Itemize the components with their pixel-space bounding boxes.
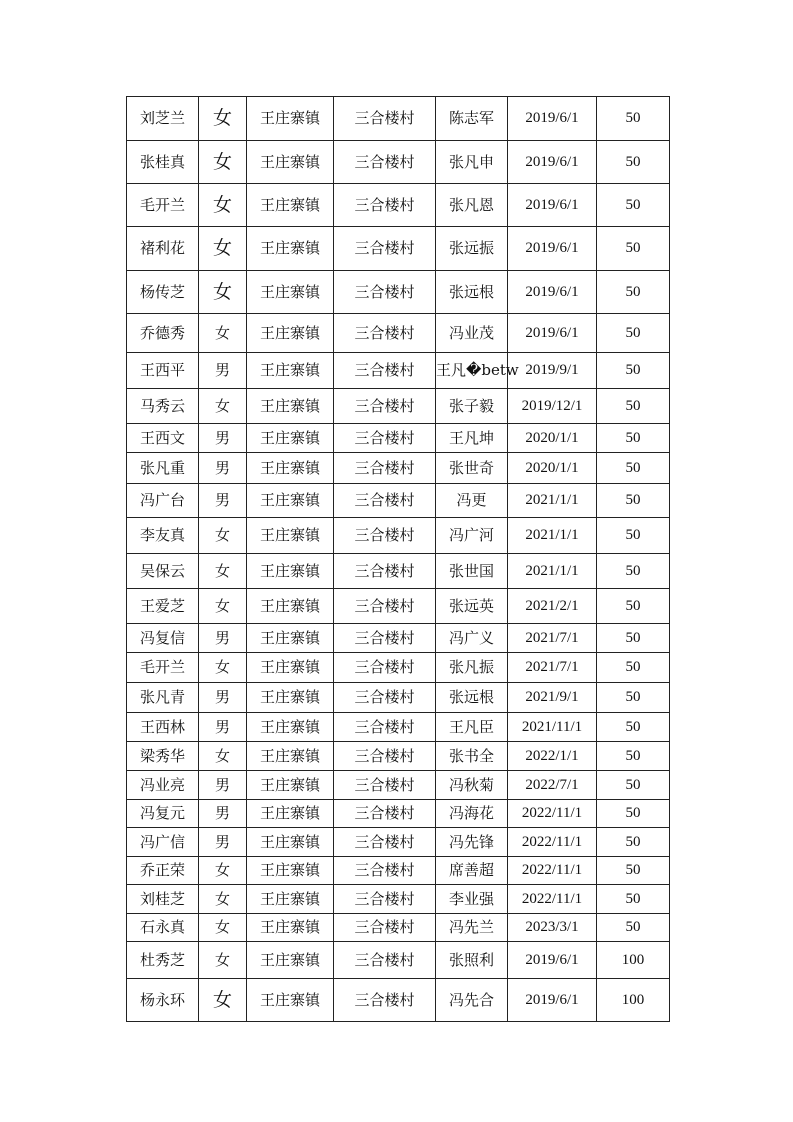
village-cell: 三合楼村	[334, 389, 436, 424]
date-cell: 2022/11/1	[508, 800, 597, 828]
gender-cell: 男	[199, 683, 247, 713]
person-name: 刘芝兰	[127, 97, 199, 141]
person-name: 杨传芝	[127, 271, 199, 314]
gender-cell: 女	[199, 518, 247, 554]
person-name: 乔德秀	[127, 314, 199, 353]
amount-cell: 50	[597, 314, 670, 353]
table-row	[127, 713, 670, 742]
roster-table	[126, 96, 670, 1022]
amount-cell: 50	[597, 518, 670, 554]
table-row	[127, 353, 670, 389]
gender-cell: 女	[199, 389, 247, 424]
roster-body	[127, 97, 670, 1022]
village-cell: 三合楼村	[334, 271, 436, 314]
village-cell: 三合楼村	[334, 914, 436, 942]
relative-name: 陈志军	[436, 97, 508, 141]
relative-name: 张远英	[436, 589, 508, 624]
relative-name: 冯广义	[436, 624, 508, 653]
relative-name: 张凡申	[436, 141, 508, 184]
village-cell: 三合楼村	[334, 314, 436, 353]
amount-cell: 50	[597, 800, 670, 828]
person-name: 王西文	[127, 424, 199, 453]
village-cell: 三合楼村	[334, 771, 436, 800]
person-name: 冯复信	[127, 624, 199, 653]
gender-cell: 女	[199, 554, 247, 589]
village-cell: 三合楼村	[334, 424, 436, 453]
relative-name: 张远振	[436, 227, 508, 271]
relative-name: 张凡振	[436, 653, 508, 683]
relative-name: 张世国	[436, 554, 508, 589]
person-name: 张凡重	[127, 453, 199, 484]
amount-cell: 50	[597, 141, 670, 184]
date-cell: 2019/6/1	[508, 271, 597, 314]
relative-name: 冯业茂	[436, 314, 508, 353]
amount-cell: 100	[597, 979, 670, 1022]
table-row	[127, 484, 670, 518]
relative-name: 冯广河	[436, 518, 508, 554]
table-row	[127, 184, 670, 227]
gender-cell: 女	[199, 885, 247, 914]
table-row	[127, 227, 670, 271]
town-cell: 王庄寨镇	[247, 97, 334, 141]
amount-cell: 50	[597, 271, 670, 314]
date-cell: 2021/9/1	[508, 683, 597, 713]
table-row	[127, 828, 670, 857]
amount-cell: 50	[597, 484, 670, 518]
amount-cell: 50	[597, 857, 670, 885]
town-cell: 王庄寨镇	[247, 518, 334, 554]
gender-cell: 女	[199, 979, 247, 1022]
table-row	[127, 624, 670, 653]
amount-cell: 50	[597, 683, 670, 713]
person-name: 张桂真	[127, 141, 199, 184]
relative-name: 张世奇	[436, 453, 508, 484]
village-cell: 三合楼村	[334, 353, 436, 389]
relative-name: 王凡臣	[436, 713, 508, 742]
town-cell: 王庄寨镇	[247, 857, 334, 885]
gender-cell: 男	[199, 453, 247, 484]
gender-cell: 男	[199, 800, 247, 828]
relative-name: 王凡�betw	[436, 353, 508, 389]
person-name: 杨永环	[127, 979, 199, 1022]
table-row	[127, 683, 670, 713]
person-name: 吴保云	[127, 554, 199, 589]
village-cell: 三合楼村	[334, 518, 436, 554]
village-cell: 三合楼村	[334, 554, 436, 589]
town-cell: 王庄寨镇	[247, 453, 334, 484]
amount-cell: 50	[597, 389, 670, 424]
date-cell: 2019/12/1	[508, 389, 597, 424]
town-cell: 王庄寨镇	[247, 653, 334, 683]
date-cell: 2021/2/1	[508, 589, 597, 624]
date-cell: 2019/6/1	[508, 979, 597, 1022]
table-row	[127, 141, 670, 184]
date-cell: 2021/1/1	[508, 518, 597, 554]
person-name: 石永真	[127, 914, 199, 942]
relative-name: 冯秋菊	[436, 771, 508, 800]
date-cell: 2019/6/1	[508, 97, 597, 141]
amount-cell: 50	[597, 353, 670, 389]
town-cell: 王庄寨镇	[247, 554, 334, 589]
relative-name: 冯更	[436, 484, 508, 518]
table-row	[127, 857, 670, 885]
table-row	[127, 554, 670, 589]
person-name: 毛开兰	[127, 184, 199, 227]
person-name: 张凡青	[127, 683, 199, 713]
amount-cell: 50	[597, 97, 670, 141]
gender-cell: 女	[199, 227, 247, 271]
date-cell: 2022/7/1	[508, 771, 597, 800]
town-cell: 王庄寨镇	[247, 589, 334, 624]
gender-cell: 女	[199, 97, 247, 141]
relative-name: 张书全	[436, 742, 508, 771]
amount-cell: 50	[597, 828, 670, 857]
person-name: 乔正荣	[127, 857, 199, 885]
relative-name: 李业强	[436, 885, 508, 914]
village-cell: 三合楼村	[334, 141, 436, 184]
town-cell: 王庄寨镇	[247, 624, 334, 653]
person-name: 冯复元	[127, 800, 199, 828]
relative-name: 冯先合	[436, 979, 508, 1022]
town-cell: 王庄寨镇	[247, 353, 334, 389]
town-cell: 王庄寨镇	[247, 184, 334, 227]
gender-cell: 男	[199, 713, 247, 742]
date-cell: 2019/6/1	[508, 314, 597, 353]
town-cell: 王庄寨镇	[247, 742, 334, 771]
relative-name: 张照利	[436, 942, 508, 979]
table-row	[127, 771, 670, 800]
person-name: 褚利花	[127, 227, 199, 271]
town-cell: 王庄寨镇	[247, 942, 334, 979]
person-name: 李友真	[127, 518, 199, 554]
amount-cell: 50	[597, 742, 670, 771]
town-cell: 王庄寨镇	[247, 914, 334, 942]
town-cell: 王庄寨镇	[247, 828, 334, 857]
town-cell: 王庄寨镇	[247, 484, 334, 518]
gender-cell: 男	[199, 484, 247, 518]
relative-name: 席善超	[436, 857, 508, 885]
table-row	[127, 271, 670, 314]
town-cell: 王庄寨镇	[247, 683, 334, 713]
village-cell: 三合楼村	[334, 800, 436, 828]
amount-cell: 50	[597, 713, 670, 742]
town-cell: 王庄寨镇	[247, 141, 334, 184]
person-name: 马秀云	[127, 389, 199, 424]
gender-cell: 男	[199, 624, 247, 653]
table-row	[127, 942, 670, 979]
date-cell: 2023/3/1	[508, 914, 597, 942]
gender-cell: 女	[199, 742, 247, 771]
village-cell: 三合楼村	[334, 624, 436, 653]
person-name: 王西平	[127, 353, 199, 389]
gender-cell: 女	[199, 589, 247, 624]
amount-cell: 50	[597, 227, 670, 271]
date-cell: 2019/6/1	[508, 942, 597, 979]
relative-name: 冯先兰	[436, 914, 508, 942]
village-cell: 三合楼村	[334, 942, 436, 979]
relative-name: 张子毅	[436, 389, 508, 424]
village-cell: 三合楼村	[334, 742, 436, 771]
gender-cell: 女	[199, 184, 247, 227]
gender-cell: 女	[199, 942, 247, 979]
amount-cell: 100	[597, 942, 670, 979]
date-cell: 2021/7/1	[508, 624, 597, 653]
town-cell: 王庄寨镇	[247, 389, 334, 424]
village-cell: 三合楼村	[334, 589, 436, 624]
table-row	[127, 885, 670, 914]
gender-cell: 女	[199, 857, 247, 885]
relative-name: 张凡恩	[436, 184, 508, 227]
table-row	[127, 389, 670, 424]
person-name: 冯业亮	[127, 771, 199, 800]
village-cell: 三合楼村	[334, 227, 436, 271]
town-cell: 王庄寨镇	[247, 800, 334, 828]
date-cell: 2020/1/1	[508, 424, 597, 453]
amount-cell: 50	[597, 453, 670, 484]
person-name: 王爱芝	[127, 589, 199, 624]
table-row	[127, 653, 670, 683]
date-cell: 2022/1/1	[508, 742, 597, 771]
person-name: 毛开兰	[127, 653, 199, 683]
amount-cell: 50	[597, 589, 670, 624]
town-cell: 王庄寨镇	[247, 314, 334, 353]
person-name: 王西林	[127, 713, 199, 742]
town-cell: 王庄寨镇	[247, 979, 334, 1022]
amount-cell: 50	[597, 554, 670, 589]
person-name: 梁秀华	[127, 742, 199, 771]
village-cell: 三合楼村	[334, 713, 436, 742]
town-cell: 王庄寨镇	[247, 271, 334, 314]
gender-cell: 男	[199, 828, 247, 857]
table-row	[127, 979, 670, 1022]
town-cell: 王庄寨镇	[247, 227, 334, 271]
gender-cell: 女	[199, 271, 247, 314]
gender-cell: 男	[199, 771, 247, 800]
amount-cell: 50	[597, 771, 670, 800]
person-name: 冯广信	[127, 828, 199, 857]
gender-cell: 男	[199, 353, 247, 389]
gender-cell: 女	[199, 314, 247, 353]
village-cell: 三合楼村	[334, 653, 436, 683]
town-cell: 王庄寨镇	[247, 424, 334, 453]
person-name: 冯广台	[127, 484, 199, 518]
amount-cell: 50	[597, 424, 670, 453]
date-cell: 2022/11/1	[508, 857, 597, 885]
relative-name: 冯海花	[436, 800, 508, 828]
town-cell: 王庄寨镇	[247, 771, 334, 800]
date-cell: 2020/1/1	[508, 453, 597, 484]
person-name: 刘桂芝	[127, 885, 199, 914]
person-name: 杜秀芝	[127, 942, 199, 979]
date-cell: 2022/11/1	[508, 828, 597, 857]
table-row	[127, 742, 670, 771]
gender-cell: 女	[199, 141, 247, 184]
amount-cell: 50	[597, 624, 670, 653]
table-row	[127, 453, 670, 484]
date-cell: 2019/6/1	[508, 227, 597, 271]
date-cell: 2022/11/1	[508, 885, 597, 914]
relative-name: 王凡坤	[436, 424, 508, 453]
relative-name: 张远根	[436, 683, 508, 713]
village-cell: 三合楼村	[334, 857, 436, 885]
date-cell: 2021/11/1	[508, 713, 597, 742]
date-cell: 2021/1/1	[508, 554, 597, 589]
date-cell: 2021/1/1	[508, 484, 597, 518]
table-row	[127, 314, 670, 353]
table-row	[127, 97, 670, 141]
amount-cell: 50	[597, 914, 670, 942]
amount-cell: 50	[597, 885, 670, 914]
amount-cell: 50	[597, 653, 670, 683]
table-row	[127, 914, 670, 942]
village-cell: 三合楼村	[334, 184, 436, 227]
town-cell: 王庄寨镇	[247, 713, 334, 742]
gender-cell: 男	[199, 424, 247, 453]
gender-cell: 女	[199, 653, 247, 683]
date-cell: 2019/6/1	[508, 141, 597, 184]
town-cell: 王庄寨镇	[247, 885, 334, 914]
date-cell: 2021/7/1	[508, 653, 597, 683]
relative-name: 张远根	[436, 271, 508, 314]
relative-name: 冯先锋	[436, 828, 508, 857]
village-cell: 三合楼村	[334, 979, 436, 1022]
table-row	[127, 589, 670, 624]
amount-cell: 50	[597, 184, 670, 227]
village-cell: 三合楼村	[334, 453, 436, 484]
village-cell: 三合楼村	[334, 97, 436, 141]
date-cell: 2019/9/1	[508, 353, 597, 389]
table-row	[127, 518, 670, 554]
table-row	[127, 424, 670, 453]
village-cell: 三合楼村	[334, 683, 436, 713]
table-row	[127, 800, 670, 828]
village-cell: 三合楼村	[334, 484, 436, 518]
date-cell: 2019/6/1	[508, 184, 597, 227]
gender-cell: 女	[199, 914, 247, 942]
village-cell: 三合楼村	[334, 828, 436, 857]
village-cell: 三合楼村	[334, 885, 436, 914]
